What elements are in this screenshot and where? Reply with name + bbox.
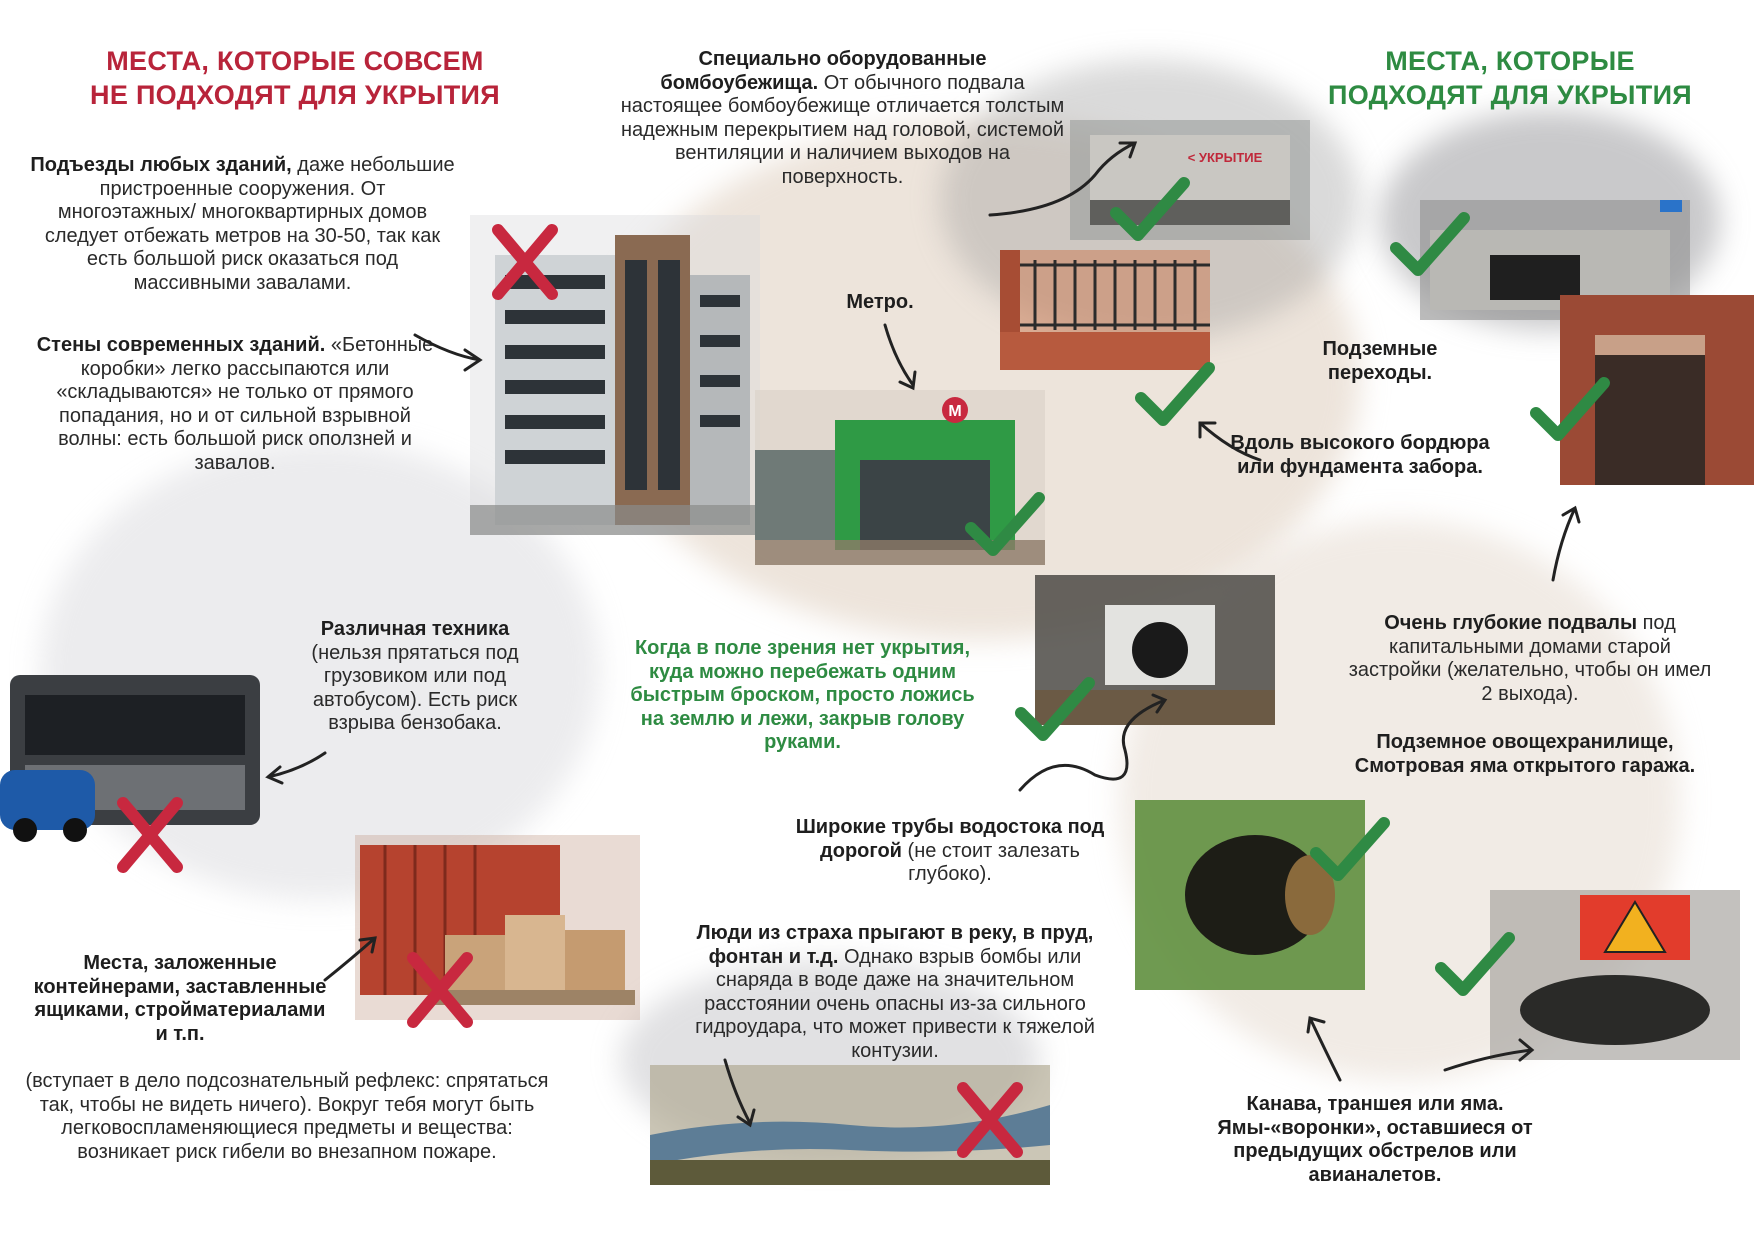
arrow-icon [410, 325, 490, 375]
curb-text: Вдоль высокого бордюра или фундамента забора. [1230, 432, 1490, 478]
ditch-text: Канава, траншея или яма. Ямы-«воронки», оставшиеся от предыдущих обстрелов или авианалетов. [1217, 1093, 1533, 1186]
cross-icon [115, 795, 185, 875]
cellar-text: Подземное овощехранилище, Смотровая яма открытого гаража. [1354, 731, 1696, 777]
pipes-text: Широкие трубы водостока под дорогой (не стоит залезать глубоко). [795, 816, 1105, 885]
arrow-icon [1300, 1010, 1350, 1085]
arrow-icon [1190, 415, 1265, 465]
good-places-heading: МЕСТА, КОТОРЫЕ ПОДХОДЯТ ДЛЯ УКРЫТИЯ [1328, 46, 1692, 110]
vehicles-text: Различная техника (нельзя прятаться под грузовиком или под автобусом). Есть риск взрыва бензобака. [311, 618, 519, 734]
cross-icon [490, 222, 560, 302]
checkmark-icon [965, 490, 1045, 560]
arrow-icon [875, 320, 925, 395]
checkmark-icon [1530, 375, 1610, 445]
basements-text: Очень глубокие подвалы под капитальными домами старой застройки (желательно, чтобы он имел 2 выхода). [1348, 612, 1712, 705]
checkmark-icon [1435, 930, 1515, 1000]
container-illustration [355, 835, 640, 1020]
shelter-sign: < УКРЫТИЕ [1187, 150, 1263, 165]
cross-icon [955, 1080, 1025, 1160]
cross-icon [405, 950, 475, 1030]
fence-illustration [1000, 250, 1210, 370]
entrances-text: Подъезды любых зданий, даже небольшие пристроенные сооружения. От многоэтажных/ многоквартирных домов следует отбежать метров на 30-50, так как есть большой риск оказаться под массивными завалами. [30, 154, 455, 294]
arrow-icon [720, 1055, 760, 1130]
center-advice-text: Когда в поле зрения нет укрытия, куда можно перебежать одним быстрым броском, просто ложись на землю и лежи, закрыв голову руками. [630, 637, 975, 753]
arrow-icon [1545, 500, 1585, 585]
arrow-icon [260, 745, 330, 785]
bad-places-heading: МЕСТА, КОТОРЫЕ СОВСЕМ НЕ ПОДХОДЯТ ДЛЯ УКРЫТИЯ [90, 46, 500, 110]
walls-text: Стены современных зданий. «Бетонные коробки» легко рассыпаются или «складываются» не только от прямого попадания, но и от сильной взрывной волны: есть большой риск оползней и завалов. [36, 334, 434, 474]
underpass-text: Подземные переходы. [1322, 338, 1438, 384]
arrow-icon [1440, 1030, 1540, 1075]
checkmark-icon [1390, 210, 1470, 280]
arrow-icon [1015, 690, 1185, 800]
checkmark-icon [1310, 815, 1390, 885]
metro-text: Метро. [846, 291, 914, 313]
arrow-icon [320, 930, 380, 985]
bomb-shelter-text: Специально оборудованные бомбоубежища. От обычного подвала настоящее бомбоубежище отличается толстым надежным перекрытием над головой, системой вентиляции и наличием выходов на поверхность. [620, 48, 1065, 188]
metro-sign: М [948, 403, 962, 420]
containers-title: Места, заложенные контейнерами, заставленные ящиками, стройматериалами и т.п. [33, 952, 327, 1045]
water-text: Люди из страха прыгают в реку, в пруд, фонтан и т.д. Однако взрыв бомбы или снаряда в воде даже на значительном расстоянии очень опасны из-за сильного гидроудара, что может привести к тяжелой контузии. [695, 922, 1095, 1062]
containers-text: (вступает в дело подсознательный рефлекс: спрятаться так, чтобы не видеть ничего). Вокруг тебя могут быть легковоспламеняющиеся предметы и вещества: возникает риск гибели во внезапном пожаре. [25, 1070, 549, 1163]
arrow-icon [985, 135, 1145, 220]
